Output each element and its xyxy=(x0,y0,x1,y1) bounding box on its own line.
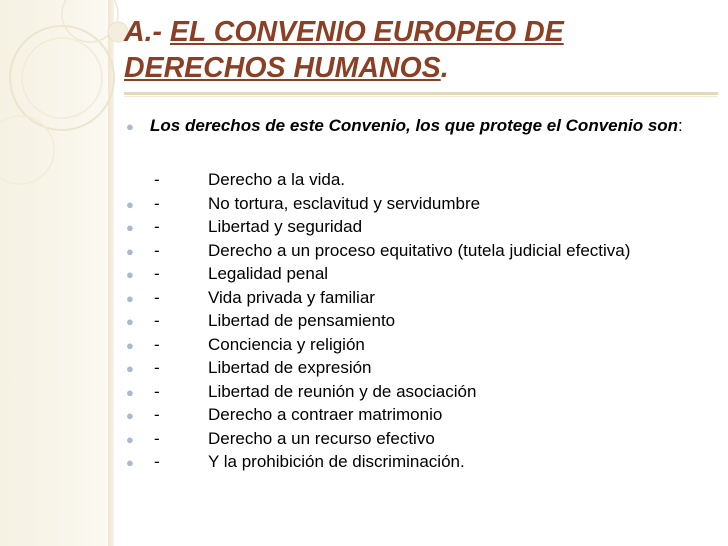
list-item-dash: - xyxy=(154,311,160,330)
bullet-dot-icon: ● xyxy=(126,314,134,329)
deco-circle-low xyxy=(0,116,54,184)
list-item-dash: - xyxy=(154,358,160,377)
list-item-text: Libertad de reunión y de asociación xyxy=(208,381,477,401)
bullet-dot-icon: ● xyxy=(126,220,134,235)
list-item-dash: - xyxy=(154,428,160,448)
list-item-dash: - xyxy=(154,334,160,354)
list-item-dash: - xyxy=(154,381,160,401)
list-item xyxy=(126,241,706,265)
page-title xyxy=(124,14,714,86)
title-line1: EL CONVENIO EUROPEO DE xyxy=(169,16,564,48)
list-item-text: Libertad y seguridad xyxy=(208,217,363,236)
list-item-text: Legalidad penal xyxy=(208,264,329,283)
list-item-text: Derecho a un proceso equitativo (tutela judicial efectiva) xyxy=(208,240,631,260)
list-item xyxy=(126,382,706,406)
list-item-text: Conciencia y religión xyxy=(208,334,365,354)
intro-body: Los derechos de este Convenio, los que protege el Convenio son xyxy=(150,116,679,135)
rights-list xyxy=(126,170,706,476)
decorative-circles xyxy=(0,0,140,546)
intro-paragraph xyxy=(126,116,706,136)
list-item-dash: - xyxy=(154,287,160,307)
bullet-dot-icon: ● xyxy=(126,361,134,376)
list-item-dash: - xyxy=(154,240,160,260)
list-item xyxy=(126,311,706,335)
title-line2: DERECHOS HUMANOS xyxy=(124,52,441,84)
list-item-dash: - xyxy=(154,452,160,471)
list-item-text: Derecho a la vida. xyxy=(208,170,346,189)
bullet-dot-icon: ● xyxy=(126,267,134,282)
list-item-text: Derecho a contraer matrimonio xyxy=(208,405,443,424)
list-item-text: Y la prohibición de discriminación. xyxy=(208,452,465,471)
bullet-dot-icon: ● xyxy=(126,408,134,423)
list-item-dash: - xyxy=(154,217,160,236)
list-item-dash: - xyxy=(154,170,160,189)
list-item xyxy=(126,264,706,288)
deco-circle-large xyxy=(10,26,114,130)
intro-text xyxy=(126,116,706,136)
list-item-text: Libertad de pensamiento xyxy=(208,311,396,330)
bullet-dot-icon: ● xyxy=(126,455,134,470)
list-item xyxy=(126,429,706,453)
intro-colon: : xyxy=(678,116,683,135)
title-suffix: . xyxy=(440,52,449,84)
list-item xyxy=(126,170,706,194)
list-item xyxy=(126,335,706,359)
list-item-dash: - xyxy=(154,193,160,213)
list-item xyxy=(126,452,706,476)
list-item xyxy=(126,194,706,218)
title-divider-light xyxy=(124,96,718,97)
bullet-dot-icon: ● xyxy=(126,431,134,447)
list-item xyxy=(126,217,706,241)
bullet-dot-icon: ● xyxy=(126,337,134,353)
bullet-dot-icon: ● xyxy=(126,384,134,400)
bullet-dot-icon: ● xyxy=(126,290,134,306)
list-item-text: Libertad de expresión xyxy=(208,358,372,377)
bullet-dot-icon: ● xyxy=(126,119,134,134)
list-item-text: Vida privada y familiar xyxy=(208,287,375,307)
bullet-dot-icon: ● xyxy=(126,243,134,259)
list-item xyxy=(126,288,706,312)
list-item-dash: - xyxy=(154,405,160,424)
deco-circle-inner xyxy=(22,38,102,118)
title-divider xyxy=(124,92,718,95)
list-item xyxy=(126,358,706,382)
list-item-text: Derecho a un recurso efectivo xyxy=(208,428,435,448)
title-prefix: A.- xyxy=(124,16,162,48)
list-item xyxy=(126,405,706,429)
list-item-dash: - xyxy=(154,264,160,283)
bullet-dot-icon: ● xyxy=(126,196,134,212)
list-item-text: No tortura, esclavitud y servidumbre xyxy=(208,193,481,213)
